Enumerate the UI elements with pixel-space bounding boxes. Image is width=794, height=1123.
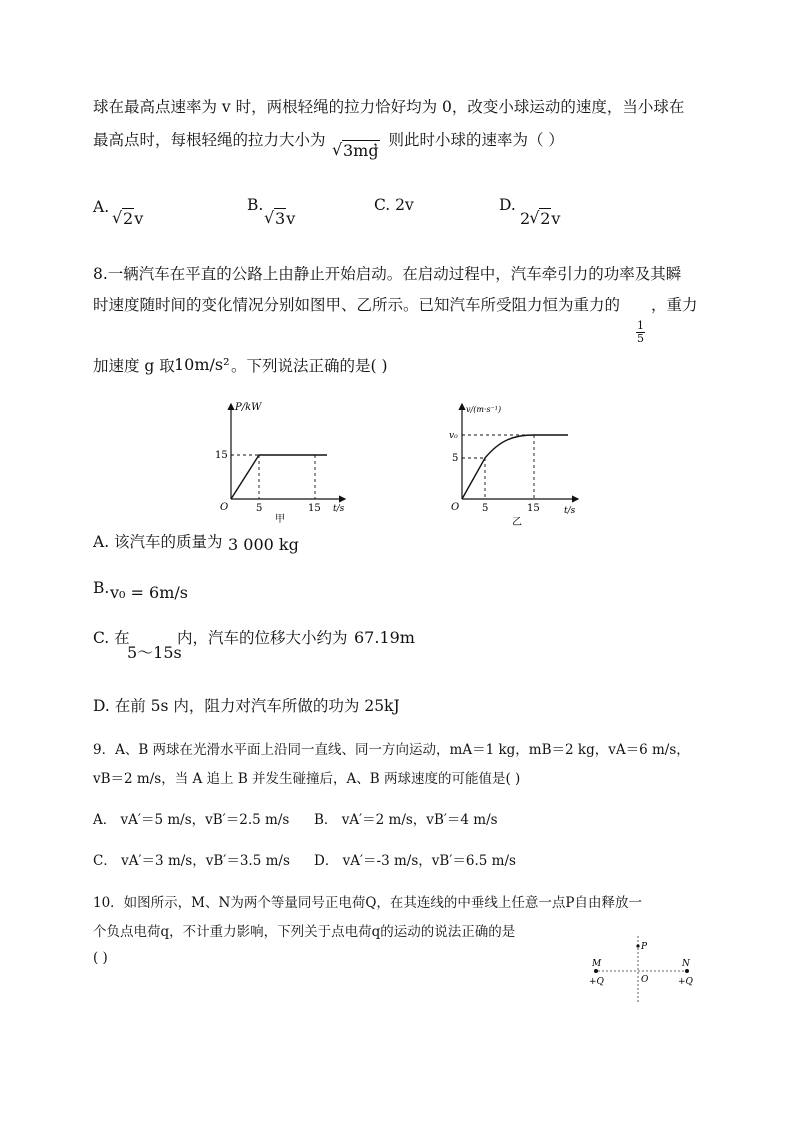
q8-option-b-label: B. — [93, 579, 110, 597]
q7-option-b-value — [265, 209, 295, 228]
q8-option-c-mid: 内，汽车的位移大小约为 — [177, 629, 348, 647]
power-curve — [231, 455, 327, 499]
q10-line1: 10．如图所示，M、N为两个等量同号正电荷Q，在其连线的中垂线上任意一点P自由释放一 — [93, 895, 642, 911]
q9-option-c: C． vA′＝3 m/s，vB′＝3.5 m/s — [93, 853, 290, 869]
q8-line2-end: ，重力 — [651, 296, 698, 314]
y-axis-label: P/kW — [235, 402, 262, 413]
x-tick-label: 15 — [527, 503, 540, 514]
q8-option-c-text: C. 在 — [93, 629, 130, 647]
q8-line3-text: 加速度 g 取 — [93, 357, 175, 375]
q10-line2: 个负点电荷q，不计重力影响，下列关于点电荷q的运动的说法正确的是 — [93, 924, 516, 940]
y-tick-label: 5 — [452, 453, 459, 464]
q7-option-b-label: B. — [247, 196, 264, 214]
q10-line3: ( ) — [93, 950, 108, 966]
q8-option-b-math: v₀ = 6m/s — [110, 583, 188, 602]
q7-line2-end: ，则此时小球的速率为（ ） — [373, 131, 564, 149]
q8-line3-math: 10m/s² — [174, 355, 230, 374]
label-o: O — [641, 975, 649, 985]
q7-option-a-label: A. — [93, 198, 110, 216]
q8-option-a-math: 3 000 kg — [228, 535, 299, 554]
x-axis-label: t/s — [564, 506, 576, 516]
q7-option-a-radicand: 2 — [123, 209, 134, 228]
q9-line2: vB＝2 m/s，当 A 追上 B 并发生碰撞后，A、B 两球速度的可能值是( ) — [93, 771, 521, 787]
q9-option-a: A． vA′＝5 m/s，vB′＝2.5 m/s — [93, 812, 290, 828]
q7-line1: 球在最高点速率为 v 时，两根轻绳的拉力恰好均为 0，改变小球运动的速度，当小球在 — [93, 98, 685, 116]
y-tick-label: 15 — [215, 450, 228, 461]
velocity-time-graph — [448, 398, 588, 530]
q7-option-b-suffix: v — [286, 209, 296, 228]
label-p: P — [641, 942, 648, 952]
q9-option-d: D． vA′＝-3 m/s，vB′＝6.5 m/s — [314, 853, 516, 869]
x-tick-label: 5 — [482, 503, 489, 514]
q9-option-b: B． vA′＝2 m/s，vB′＝4 m/s — [314, 812, 498, 828]
power-time-graph — [215, 398, 355, 528]
x-tick-label: 15 — [308, 503, 321, 514]
label-charge-n: +Q — [678, 977, 693, 987]
graph-caption: 乙 — [512, 517, 522, 528]
q7-line2-text: 最高点时，每根轻绳的拉力大小为 — [93, 131, 326, 149]
q7-option-c: C. 2v — [374, 196, 414, 214]
q7-option-d-prefix: 2 — [520, 209, 531, 228]
q8-frac-denominator: 5 — [637, 332, 644, 345]
x-tick-label: 5 — [256, 503, 263, 514]
q7-option-a-suffix: v — [134, 209, 144, 228]
charge-m-dot — [594, 969, 598, 973]
q8-line1: 8.一辆汽车在平直的公路上由静止开始启动。在启动过程中，汽车牵引力的功率及其瞬 — [93, 265, 682, 283]
graph-caption: 甲 — [275, 514, 285, 525]
q7-radicand: 3mg — [343, 141, 379, 160]
q7-option-d-radicand: 2 — [540, 209, 551, 228]
y-axis-label: v/(m·s⁻¹) — [466, 405, 502, 414]
charges-diagram — [586, 934, 696, 1004]
origin-label: O — [451, 502, 460, 513]
q7-option-a-value — [113, 209, 143, 228]
y-tick-label: v₀ — [449, 431, 458, 441]
label-m: M — [592, 959, 602, 969]
origin-label: O — [220, 502, 229, 513]
label-charge-m: +Q — [589, 977, 604, 987]
q8-option-c-range: 5～15s — [127, 643, 182, 662]
q8-fraction — [636, 320, 645, 345]
q7-option-d-value — [520, 209, 560, 228]
q8-option-a-text: A. 该汽车的质量为 — [93, 533, 223, 551]
q8-line3-end: 。下列说法正确的是( ) — [231, 357, 388, 375]
q7-option-d-suffix: v — [551, 209, 561, 228]
q8-option-c-math: 67.19m — [354, 628, 415, 647]
q7-option-b-radicand: 3 — [275, 209, 286, 228]
charge-n-dot — [685, 969, 689, 973]
x-axis-label: t/s — [333, 504, 345, 514]
q8-option-d: D. 在前 5s 内，阻力对汽车所做的功为 25kJ — [93, 697, 400, 715]
velocity-curve — [462, 435, 568, 499]
q9-line1: 9．A、B 两球在光滑水平面上沿同一直线、同一方向运动，mA＝1 kg，mB＝2 kg，vA＝6 m/s， — [93, 742, 690, 758]
label-n: N — [682, 959, 690, 969]
q8-line2: 时速度随时间的变化情况分别如图甲、乙所示。已知汽车所受阻力恒为重力的 — [93, 296, 621, 314]
q8-frac-numerator: 1 — [637, 319, 644, 332]
point-p-dot — [636, 944, 639, 947]
q7-option-d-label: D. — [499, 196, 516, 214]
